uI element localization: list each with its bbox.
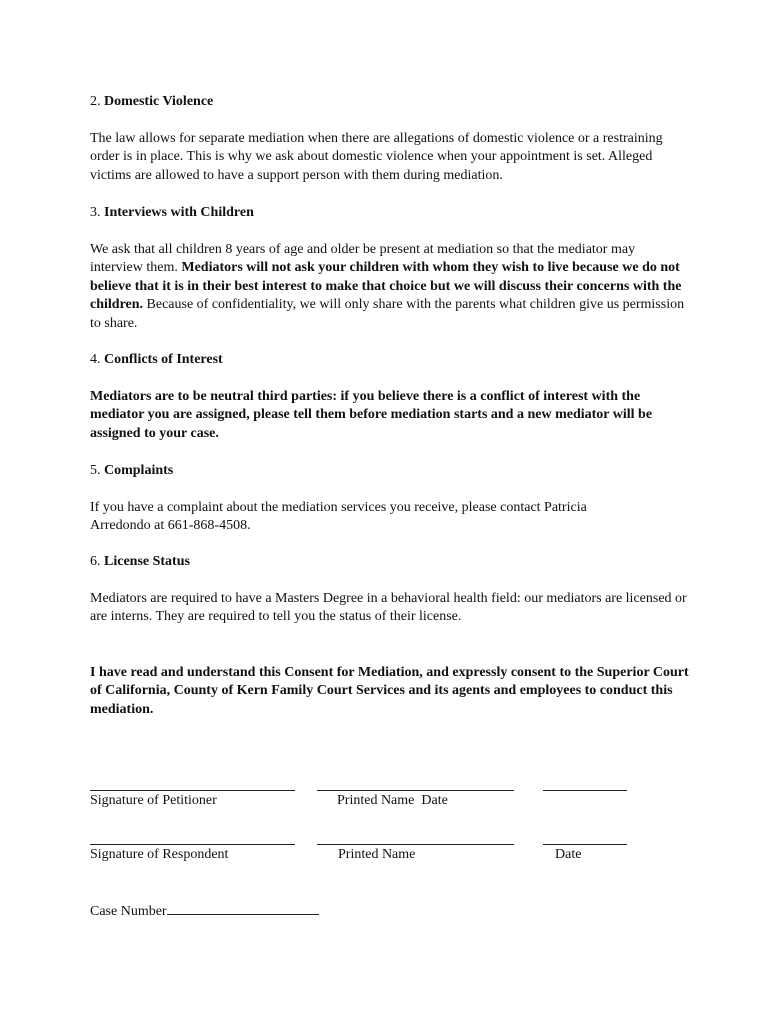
section-heading-domestic-violence (90, 93, 690, 111)
case-number-label: Case Number (90, 904, 167, 919)
respondent-printed-name-label: Printed Name (338, 847, 416, 862)
section-title: Domestic Violence (104, 94, 214, 109)
petitioner-printed-name-line[interactable] (317, 790, 514, 791)
case-number-field (90, 902, 319, 921)
section-number: 2. (90, 94, 101, 109)
consent-statement: I have read and understand this Consent for Mediation, and expressly consent to the Superior Court of California, County of Kern Family Court Services and its agents and employees to conduct this mediation. (90, 665, 689, 717)
domestic-violence-paragraph: The law allows for separate mediation when there are allegations of domestic violence or a restraining order is in place. This is why we ask about domestic violence when your appointment is set. Alleged victims are allowed to have a support person with them during mediation. (90, 131, 663, 183)
respondent-printed-name-line[interactable] (317, 844, 514, 845)
petitioner-signature-label: Signature of Petitioner (90, 793, 217, 808)
petitioner-date-line[interactable] (543, 790, 627, 791)
section-number: 3. (90, 205, 101, 220)
respondent-signature-label: Signature of Respondent (90, 847, 229, 862)
respondent-date-line[interactable] (543, 844, 627, 845)
section-number: 4. (90, 352, 101, 367)
section-number: 5. (90, 463, 101, 478)
complaints-paragraph: If you have a complaint about the mediation services you receive, please contact Patricia Arredondo at 661-868-4508. (90, 500, 587, 534)
petitioner-printed-name-label: Printed Name Date (337, 793, 448, 808)
conflicts-paragraph: Mediators are to be neutral third parties: if you believe there is a conflict of interest with the mediator you are assigned, please tell them before mediation starts and a new mediator will be assigned to your case. (90, 389, 653, 441)
section-heading-license (90, 553, 690, 571)
respondent-signature-line[interactable] (90, 844, 295, 845)
section-heading-interviews (90, 204, 690, 222)
section-number: 6. (90, 554, 101, 569)
interviews-text-end: Because of confidentiality, we will only share with the parents what children give us permission to share. (90, 297, 685, 331)
respondent-date-label: Date (555, 847, 582, 862)
section-heading-conflicts (90, 351, 690, 369)
license-paragraph: Mediators are required to have a Masters Degree in a behavioral health field: our mediators are licensed or are interns. They are required to tell you the status of their license. (90, 591, 687, 625)
interviews-text-bold: Mediators will not ask your children with whom they wish to live because we do not believe that it is in their best interest to make that choice but we will discuss their concerns with the children. (90, 260, 682, 313)
interviews-text-start: We ask that all children 8 years of age and older be present at mediation so that the mediator may interview them. (90, 242, 636, 276)
petitioner-signature-line[interactable] (90, 790, 295, 791)
case-number-line[interactable] (167, 902, 319, 915)
section-title: Conflicts of Interest (104, 352, 223, 367)
section-title: Interviews with Children (104, 205, 254, 220)
section-heading-complaints (90, 462, 690, 480)
section-title: License Status (104, 554, 190, 569)
interviews-paragraph (90, 241, 690, 333)
section-title: Complaints (104, 463, 174, 478)
